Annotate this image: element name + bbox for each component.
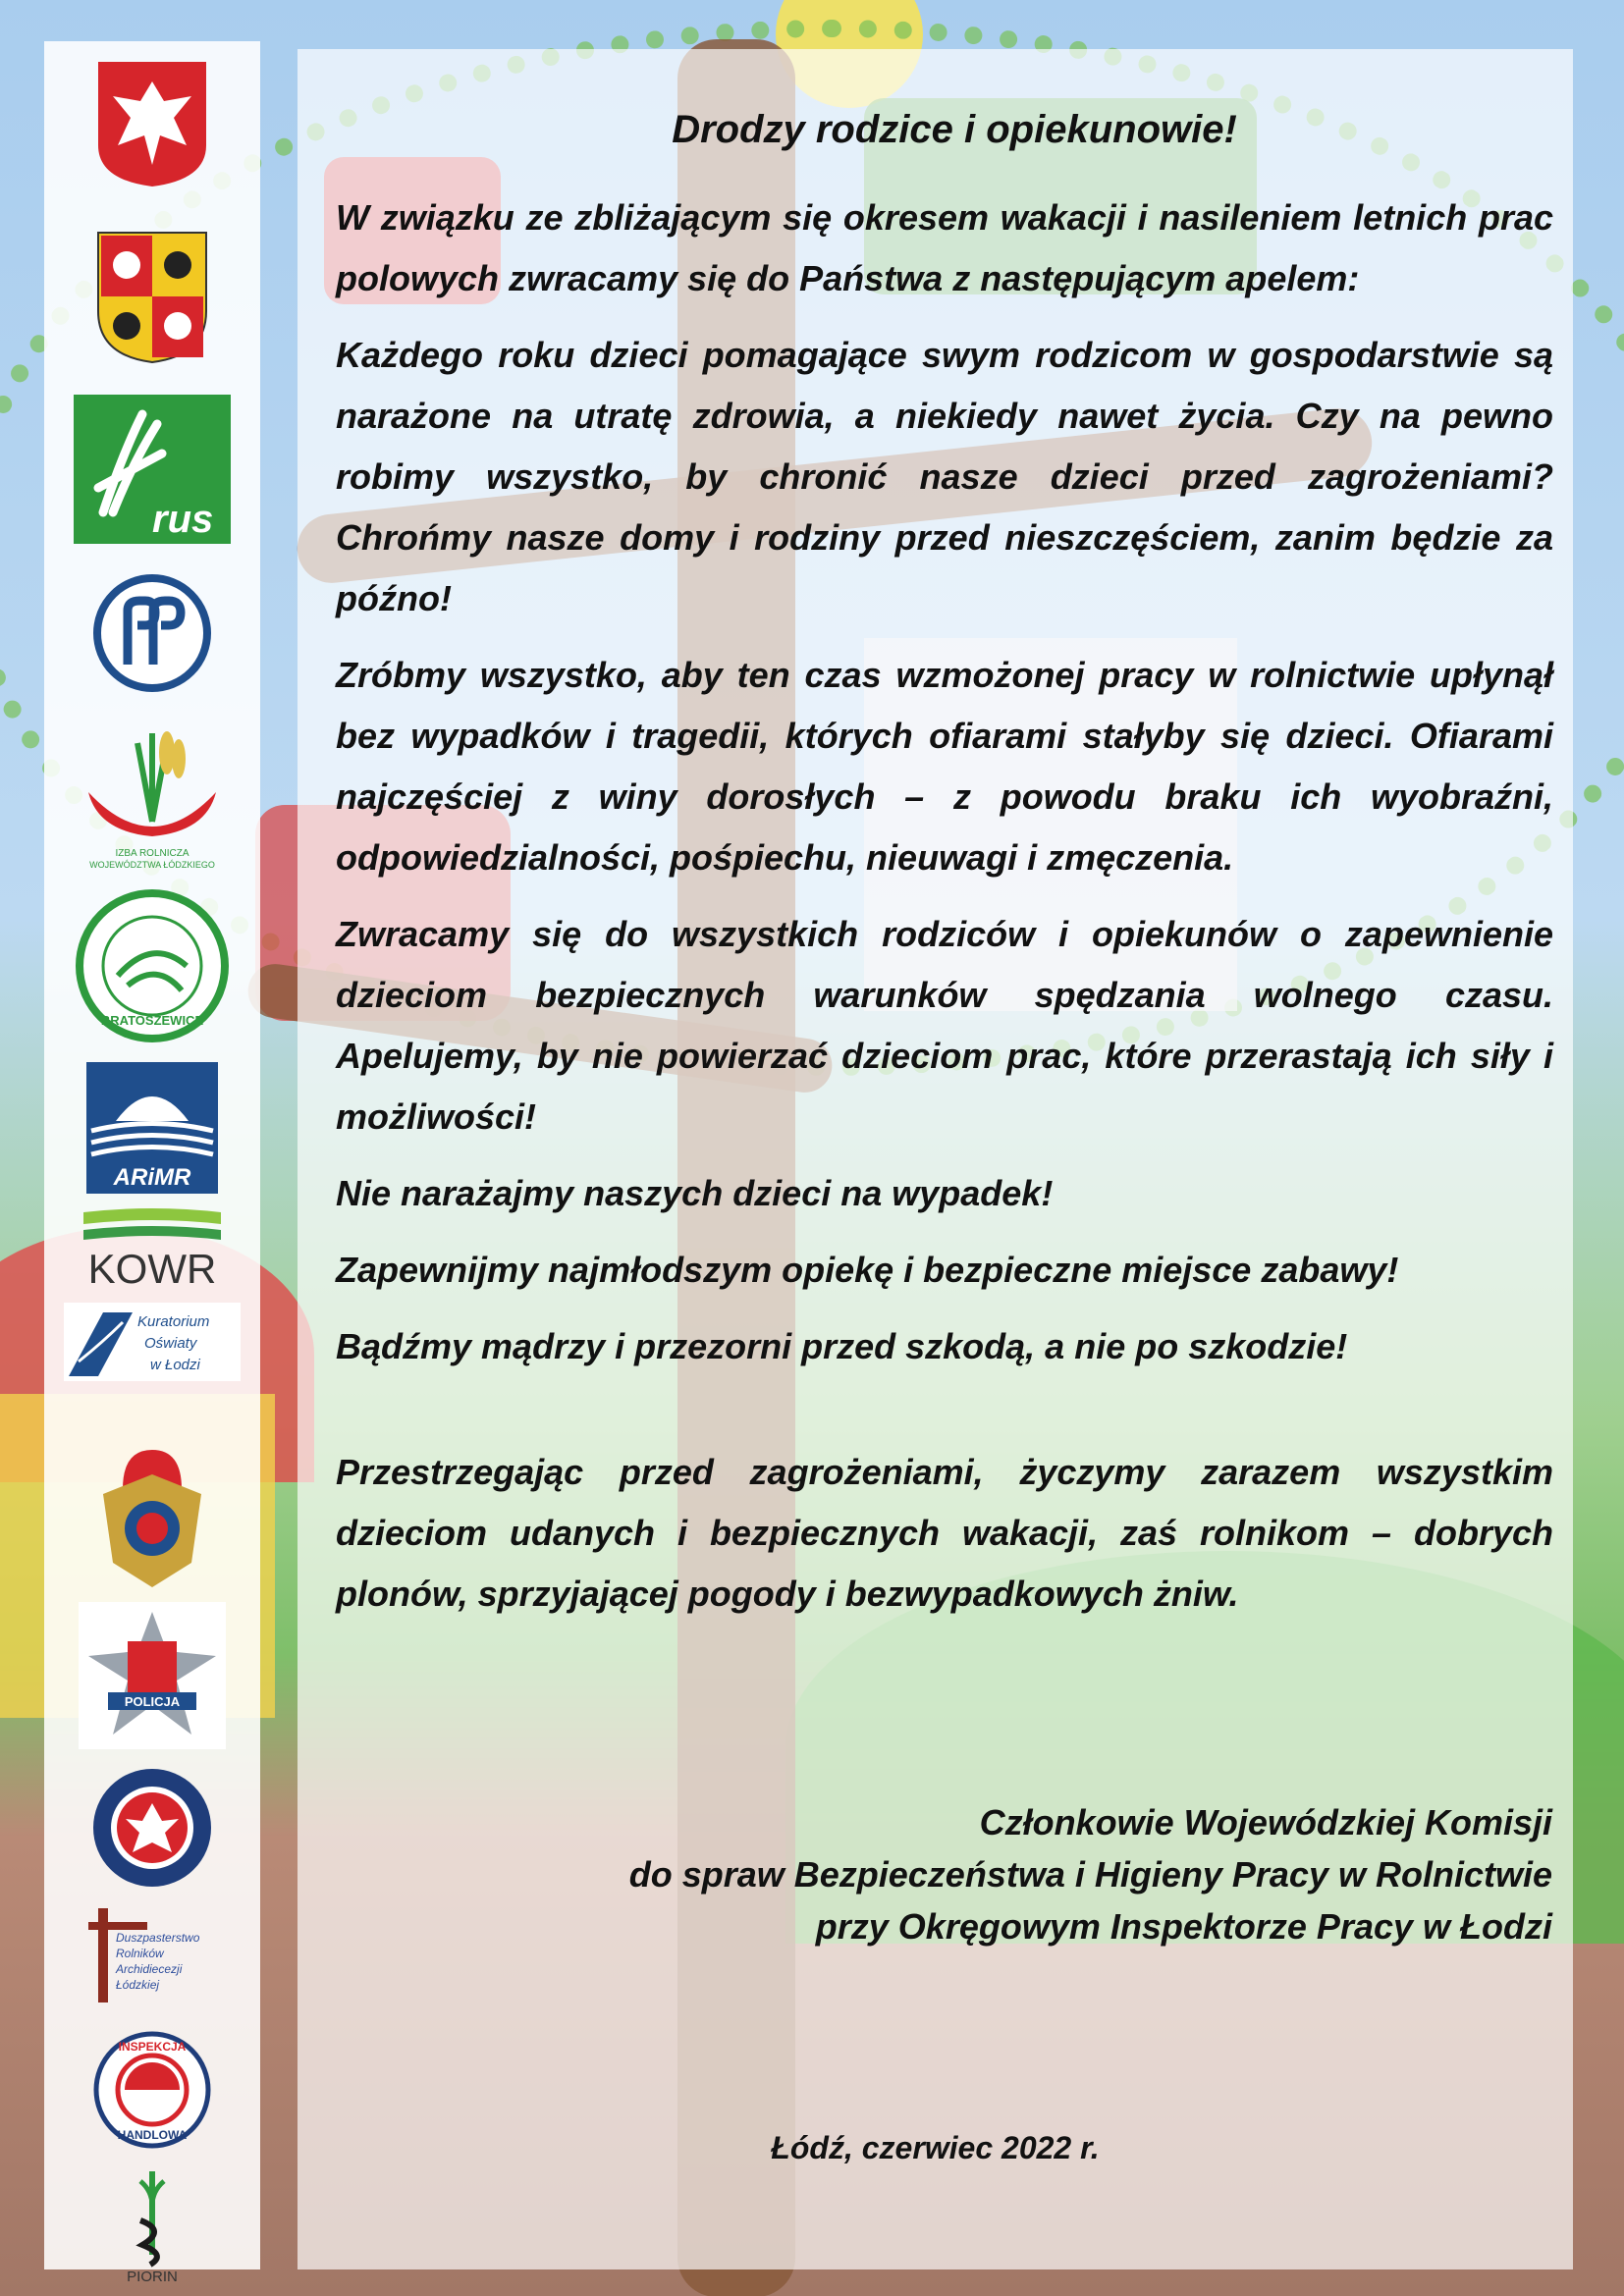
svg-text:Oświaty: Oświaty xyxy=(144,1335,197,1352)
svg-text:HANDLOWA: HANDLOWA xyxy=(117,2128,188,2142)
svg-text:Rolników: Rolników xyxy=(116,1947,164,1960)
svg-text:IZBA ROLNICZA: IZBA ROLNICZA xyxy=(115,848,189,859)
closing-paragraph: Przestrzegając przed zagrożeniami, życzymy zarazem wszystkim dzieciom udanych i bezpiecznych wakacji, zaś rolnikom – dobrych plonów, sprzyjającej pogody i bezwypadkowych żniw. xyxy=(336,1452,1553,1614)
svg-text:KOWR: KOWR xyxy=(87,1246,217,1292)
appeal-line: Nie narażajmy naszych dzieci na wypadek! xyxy=(336,1173,1054,1213)
kowr-logo-icon xyxy=(79,1204,226,1293)
svg-text:WOJEWÓDZTWA ŁÓDZKIEGO: WOJEWÓDZTWA ŁÓDZKIEGO xyxy=(89,860,215,870)
lodzkie-voivodeship-coat-of-arms-icon xyxy=(93,228,211,365)
signature-line: przy Okręgowym Inspektorze Pracy w Łodzi xyxy=(815,1906,1552,1947)
intro-paragraph: W związku ze zbliżającym się okresem wakacji i nasileniem letnich prac polowych zwracamy się do Państwa z następującym apelem: xyxy=(336,197,1553,298)
letter-body xyxy=(336,108,1553,1640)
inspekcja-handlowa-logo-icon xyxy=(91,2029,213,2151)
svg-text:INSPEKCJA: INSPEKCJA xyxy=(118,2040,187,2054)
svg-text:ARiMR: ARiMR xyxy=(113,1164,191,1191)
body-paragraph: Każdego roku dzieci pomagające swym rodzicom w gospodarstwie są narażone na utratę zdrowia, a niekiedy nawet życia. Czy na pewno robimy wszystko, by chronić nasze dzieci przed zagrożeniami? Chrońmy nasze domy i rodziny przed nieszczęściem, zanim będzie za późno! xyxy=(336,335,1553,618)
body-paragraph: Zróbmy wszystko, aby ten czas wzmożonej pracy w rolnictwie upłynął bez wypadków i tragedii, których ofiarami stałyby się dzieci. Ofiarami najczęściej z winy dorosłych – z powodu braku ich wyobraźni, odpowiedzialności, pośpiechu, nieuwagi i zmęczenia. xyxy=(336,655,1553,878)
appeal-line: Zapewnijmy najmłodszym opiekę i bezpieczne miejsce zabawy! xyxy=(336,1250,1399,1290)
svg-text:w Łodzi: w Łodzi xyxy=(150,1357,200,1373)
kuratorium-logo-icon xyxy=(64,1303,241,1381)
polish-eagle-emblem-icon xyxy=(93,57,211,189)
letter-date: Łódź, czerwiec 2022 r. xyxy=(771,2130,1100,2165)
svg-text:Archidiecezji: Archidiecezji xyxy=(116,1962,183,1976)
letter-title: Drodzy rodzice i opiekunowie! xyxy=(672,108,1237,151)
svg-text:Kuratorium: Kuratorium xyxy=(137,1313,210,1330)
piorin-logo-icon xyxy=(113,2166,191,2284)
duszpasterstwo-rolnikow-logo-icon xyxy=(88,1906,216,2004)
svg-text:PIORIN: PIORIN xyxy=(127,2269,178,2284)
svg-text:POLICJA: POLICJA xyxy=(124,1694,181,1709)
krus-logo-icon xyxy=(74,395,231,544)
policja-badge-icon xyxy=(79,1602,226,1749)
appeal-line: Bądźmy mądrzy i przezorni przed szkodą, a nie po szkodzie! xyxy=(336,1326,1348,1366)
body-paragraph: Zwracamy się do wszystkich rodziców i opiekunów o zapewnienie dzieciom bezpiecznych warunków spędzania wolnego czasu. Apelujemy, by nie powierzać dzieciom prac, które przerastają ich siły i możliwości! xyxy=(336,914,1553,1137)
partner-logos-column xyxy=(44,41,260,2284)
odr-bratoszewice-logo-icon xyxy=(74,887,231,1044)
svg-text:rus: rus xyxy=(152,498,214,541)
svg-text:BRATOSZEWICE: BRATOSZEWICE xyxy=(100,1013,204,1028)
pip-logo-icon xyxy=(90,571,214,695)
psp-fire-service-logo-icon xyxy=(93,1445,211,1592)
signature-line: do spraw Bezpieczeństwa i Higieny Pracy w Rolnictwie xyxy=(628,1854,1552,1895)
svg-text:Duszpasterstwo: Duszpasterstwo xyxy=(116,1931,200,1945)
signature-line: Członkowie Wojewódzkiej Komisji xyxy=(979,1802,1552,1842)
svg-text:Łódzkiej: Łódzkiej xyxy=(116,1978,160,1992)
arimr-logo-icon xyxy=(86,1062,218,1194)
signature-block xyxy=(629,1796,1552,1952)
inspekcja-sanitarna-logo-icon xyxy=(88,1764,216,1892)
izba-rolnicza-logo-icon xyxy=(69,714,236,871)
